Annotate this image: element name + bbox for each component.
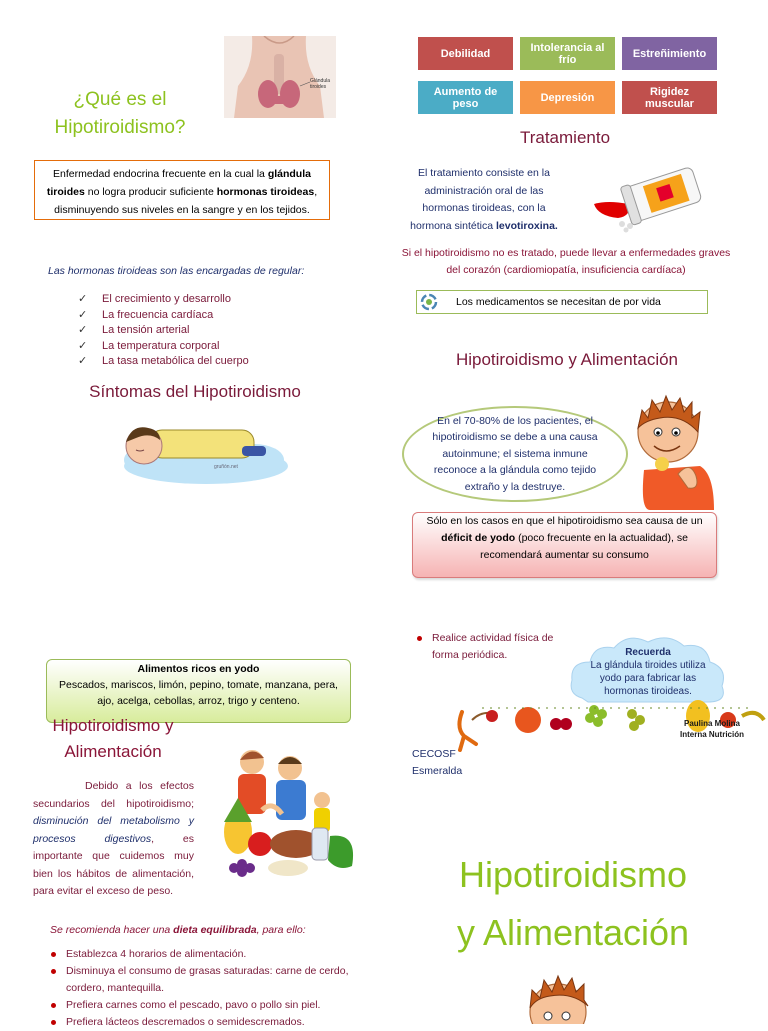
diet-intro (50, 924, 350, 936)
meds-note-box (416, 290, 708, 314)
iodine-bold: déficit de yodo (441, 532, 516, 544)
regulate-item: ✓ La frecuencia cardíaca (78, 308, 338, 324)
definition-text-1: Enfermedad endocrina frecuente en la cual la (53, 168, 268, 180)
regulate-item: ✓ La tasa metabólica del cuerpo (78, 354, 338, 370)
activity-list (414, 630, 554, 664)
diet-item: Prefiera lácteos descremados o semidescremados. (48, 1014, 378, 1031)
symptoms-title: Síntomas del Hipotiroidismo (89, 382, 301, 401)
definition-text-3: , disminuyendo sus niveles en la sangre y en los tejidos. (54, 186, 318, 216)
recuerda-title: Recuerda (625, 647, 671, 658)
diet-item: Disminuya el consumo de grasas saturadas: carne de cerdo, cordero, mantequilla. (48, 963, 378, 997)
iodine-foods-title: Alimentos ricos en yodo (137, 663, 260, 675)
iodine-text-1: Sólo en los casos en que el hipotiroidismo sea causa de un (426, 515, 703, 527)
meds-note-text: Los medicamentos se necesitan de por vida (456, 296, 661, 308)
center-name (412, 746, 502, 780)
symptom-box: Depresión (520, 81, 615, 114)
treatment-bold: levotiroxina. (495, 219, 558, 232)
recycle-icon (420, 293, 438, 311)
cover-title (400, 846, 746, 962)
right-alim-title: Hipotiroidismo y Alimentación (455, 350, 679, 369)
alim-paragraph (33, 778, 194, 901)
author-role: Interna Nutrición (679, 730, 744, 739)
definition-bold-1: glándula tiroides (46, 168, 311, 198)
diet-list (48, 946, 378, 1031)
regulate-item: ✓ La tensión arterial (78, 323, 338, 339)
family-food-illustration (202, 740, 368, 880)
diet-item: Establezca 4 horarios de alimentación. (48, 946, 378, 963)
symptom-box: Estreñimiento (622, 37, 717, 70)
alim-text-1: Debido a los efectos secundarios del hipotiroidismo; (33, 780, 194, 810)
sleeping-child-illustration (114, 420, 290, 486)
definition-bold-2: hormonas tiroideas (216, 186, 315, 198)
center-line-1: CECOSF (412, 748, 456, 760)
recuerda-text: La glándula tiroides utiliza yodo para fabricar las hormonas tiroideas. (590, 660, 706, 697)
alim-text-2: , es importante que cuidemos muy bien los hábitos de alimentación, para evitar el exceso de peso. (33, 832, 194, 897)
symptom-box: Aumento de peso (418, 81, 513, 114)
treatment-text-1: El tratamiento consiste en la administración oral de las hormonas tiroideas, con la hormona sintética (410, 167, 550, 232)
diet-intro-text-1: Se recomienda hacer una (50, 924, 174, 936)
author-block (662, 718, 762, 740)
fruit-border-illustration (452, 680, 768, 752)
gland-label: Glándula tiroides (310, 78, 331, 90)
cover-title-line-2: y Alimentación (456, 912, 690, 953)
left-alim-title-line-1: Hipotiroidismo y (52, 716, 174, 735)
iodine-text-2: (poco frecuente en la actualidad), se recomendará aumentar su consumo (480, 532, 688, 561)
boy-illustration (630, 390, 716, 510)
diet-intro-text-2: , para ello: (256, 924, 306, 936)
center-line-2: Esmeralda (412, 765, 463, 777)
sleep-caption: gruñón.net (214, 464, 238, 470)
left-alim-title-line-2: Alimentación (64, 742, 162, 761)
symptom-box: Debilidad (418, 37, 513, 70)
regulate-intro: Las hormonas tiroideas son las encargadas de regular: (48, 265, 305, 277)
thyroid-illustration (224, 36, 336, 118)
symptom-box: Rigidez muscular (622, 81, 717, 114)
alim-italic: disminución del metabolismo y procesos digestivos (33, 815, 194, 845)
activity-item (414, 630, 554, 664)
diet-item: Prefiera carnes como el pescado, pavo o pollo sin piel. (48, 997, 378, 1014)
regulate-item: ✓ La temperatura corporal (78, 339, 338, 355)
untreated-warning: Si el hipotiroidismo no es tratado, puede llevar a enfermedades graves del corazón (cardiomiopatía, insuficiencia cardíaca) (401, 247, 731, 276)
title-line-1: ¿Qué es el (73, 89, 167, 110)
treatment-text (404, 165, 564, 235)
iodine-foods-text: Pescados, mariscos, limón, pepino, tomate, manzana, pera, ajo, acelga, cebollas, arroz, trigo y centeno. (59, 679, 338, 707)
symptom-box: Intolerancia al frío (520, 37, 615, 70)
activity-text: Realice actividad física de forma periódica. (432, 632, 554, 661)
cover-boy-illustration (518, 970, 598, 1024)
iodine-deficit-box (412, 512, 717, 578)
pill-bottle-illustration (588, 164, 708, 236)
left-alim-title (30, 713, 196, 765)
author-name: Paulina Molina (683, 719, 740, 728)
title-line-2: Hipotiroidismo? (54, 117, 186, 138)
page-title (30, 86, 210, 142)
autoimmune-text: En el 70-80% de los pacientes, el hipotiroidismo se debe a una causa autoinmune; el sistema inmune reconoce a la glándula como tejido extraño y la destruye. (432, 414, 598, 493)
treatment-title: Tratamiento (519, 128, 611, 147)
cover-title-line-1: Hipotiroidismo (458, 854, 688, 895)
definition-text-2: no logra producir suficiente (84, 186, 217, 198)
autoimmune-ellipse (402, 406, 628, 502)
regulate-list (78, 292, 338, 370)
regulate-item: ✓ El crecimiento y desarrollo (78, 292, 338, 308)
definition-box (34, 160, 330, 220)
diet-intro-bold: dieta equilibrada (173, 924, 257, 936)
